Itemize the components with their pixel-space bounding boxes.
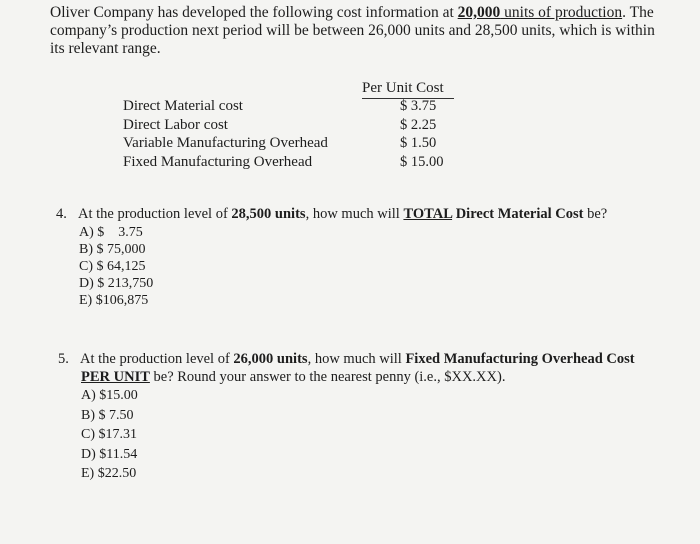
q4-option-b: B) $ 75,000 bbox=[79, 241, 146, 257]
q4-option-d: D) $ 213,750 bbox=[79, 275, 154, 291]
cost-value-fixed-overhead: $ 15.00 bbox=[400, 153, 444, 170]
intro-units-highlight: 20,000 bbox=[457, 4, 501, 21]
intro-paragraph bbox=[50, 4, 670, 58]
question-5-text-line2 bbox=[58, 369, 635, 387]
q4-option-a: A) $ 3.75 bbox=[79, 224, 143, 240]
question-4-text bbox=[56, 206, 607, 224]
q4-text-2: , how much will bbox=[305, 206, 404, 222]
q5-per-unit: PER UNIT bbox=[81, 368, 150, 385]
question-5-number: 5. bbox=[58, 351, 69, 367]
cost-value-direct-material: $ 3.75 bbox=[400, 98, 437, 114]
cost-value-direct-labor: $ 2.25 bbox=[400, 116, 437, 133]
q4-text-1: At the production level of bbox=[78, 206, 232, 222]
intro-text-2: . The company’s production next period will be between 26,000 units and 28,500 units, which is within its relevant range. bbox=[50, 4, 655, 57]
question-5 bbox=[58, 351, 635, 484]
question-5-text bbox=[58, 351, 635, 369]
q4-option-e: E) $106,875 bbox=[79, 292, 149, 308]
q5-option-d: D) $11.54 bbox=[81, 446, 138, 462]
q4-text-3: be? bbox=[583, 206, 608, 222]
q4-dm-cost: Direct Material Cost bbox=[452, 206, 584, 222]
q5-text-3: be? Round your answer to the nearest penny (i.e., $XX.XX). bbox=[149, 368, 506, 385]
per-unit-cost-header: Per Unit Cost bbox=[362, 80, 454, 99]
q5-option-c: C) $17.31 bbox=[81, 427, 137, 442]
q4-level: 28,500 units bbox=[231, 206, 306, 222]
q5-fmo-cost: Fixed Manufacturing Overhead Cost bbox=[405, 351, 635, 367]
q5-option-b: B) $ 7.50 bbox=[81, 407, 134, 423]
q4-total: TOTAL bbox=[403, 206, 453, 222]
cost-labels bbox=[123, 97, 328, 171]
question-4 bbox=[56, 206, 607, 309]
q5-option-e: E) $22.50 bbox=[81, 466, 137, 481]
question-4-options bbox=[79, 224, 607, 309]
q4-option-c: C) $ 64,125 bbox=[79, 258, 146, 274]
cost-label-variable-overhead: Variable Manufacturing Overhead bbox=[123, 135, 328, 151]
cost-label-fixed-overhead: Fixed Manufacturing Overhead bbox=[123, 153, 313, 170]
cost-label-direct-labor: Direct Labor cost bbox=[123, 116, 228, 133]
cost-values bbox=[400, 97, 444, 171]
cost-value-variable-overhead: $ 1.50 bbox=[400, 135, 437, 151]
intro-text-units: units of production bbox=[500, 4, 623, 21]
q5-level: 26,000 units bbox=[233, 351, 308, 367]
intro-text-1: Oliver Company has developed the following cost information at bbox=[50, 4, 458, 21]
question-5-options bbox=[81, 386, 635, 484]
q5-option-a: A) $15.00 bbox=[81, 388, 138, 403]
q5-text-1: At the production level of bbox=[80, 351, 234, 367]
cost-label-direct-material: Direct Material cost bbox=[123, 98, 243, 114]
question-4-number: 4. bbox=[56, 206, 67, 222]
q5-text-2: , how much will bbox=[307, 351, 406, 367]
